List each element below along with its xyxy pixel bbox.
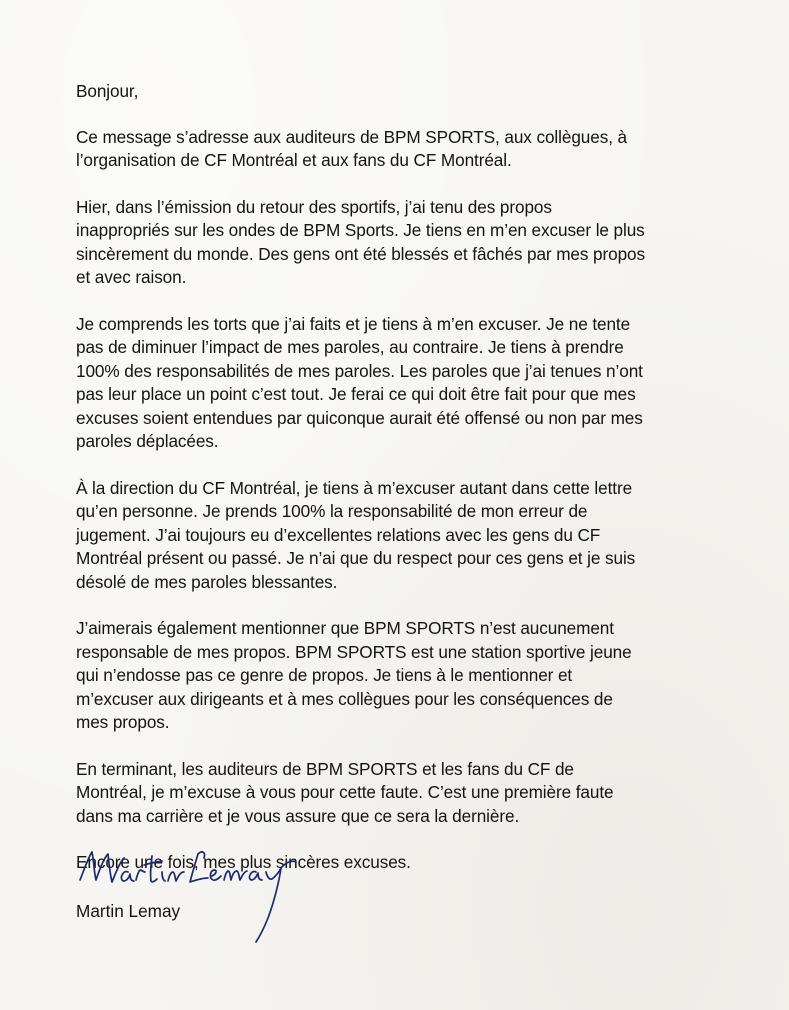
signer-name: Martin Lemay (76, 901, 181, 921)
letter-closing: Encore une fois, mes plus sincères excuses. (76, 852, 411, 872)
letter-paragraph-1: Ce message s’adresse aux auditeurs de BPM SPORTS, aux collègues, à l’organisation de CF Montréal et aux fans du CF Montréal. (76, 126, 628, 170)
letter-paragraph-4: À la direction du CF Montréal, je tiens à m’excuser autant dans cette lettre qu’en personne. Je prends 100% la responsabilité de mon erreur de jugement. J’ai toujours eu d’excellentes relations avec les gens du CF Montréal présent ou passé. Je n’ai que du respect pour ces gens et je suis désolé de mes paroles blessantes. (76, 477, 636, 592)
letter-greeting: Bonjour, (76, 81, 139, 101)
handwritten-signature (74, 832, 324, 944)
letter-paragraph-3: Je comprends les torts que j’ai faits et je tiens à m’en excuser. Je ne tente pas de diminuer l’impact de mes paroles, au contraire. Je tiens à prendre 100% des responsabilités de mes paroles. Les paroles que j’ai tenues n’ont pas leur place un point c’est tout. Je ferai ce qui doit être fait pour que mes excuses soient entendues par quiconque aurait été offensé ou non par mes paroles déplacées. (76, 313, 643, 451)
letter-paragraph-5: J’aimerais également mentionner que BPM SPORTS n’est aucunement responsable de mes propos. BPM SPORTS est une station sportive jeune qui n’endosse pas ce genre de propos. Je tiens à le mentionner et m’excuser aux dirigeants et à mes collègues pour les conséquences de mes propos. (76, 618, 632, 732)
letter-body (76, 80, 726, 875)
letter-paragraph-2: Hier, dans l’émission du retour des sportifs, j’ai tenu des propos inappropriés sur les ondes de BPM Sports. Je tiens en m’en excuser le plus sincèrement du monde. Des gens ont été blessés et fâchés par mes propos et avec raison. (76, 196, 646, 287)
letter-paragraph-6: En terminant, les auditeurs de BPM SPORTS et les fans du CF de Montréal, je m’excuse à vous pour cette faute. C’est une première faute dans ma carrière et je vous assure que ce sera la dernière. (76, 758, 614, 826)
